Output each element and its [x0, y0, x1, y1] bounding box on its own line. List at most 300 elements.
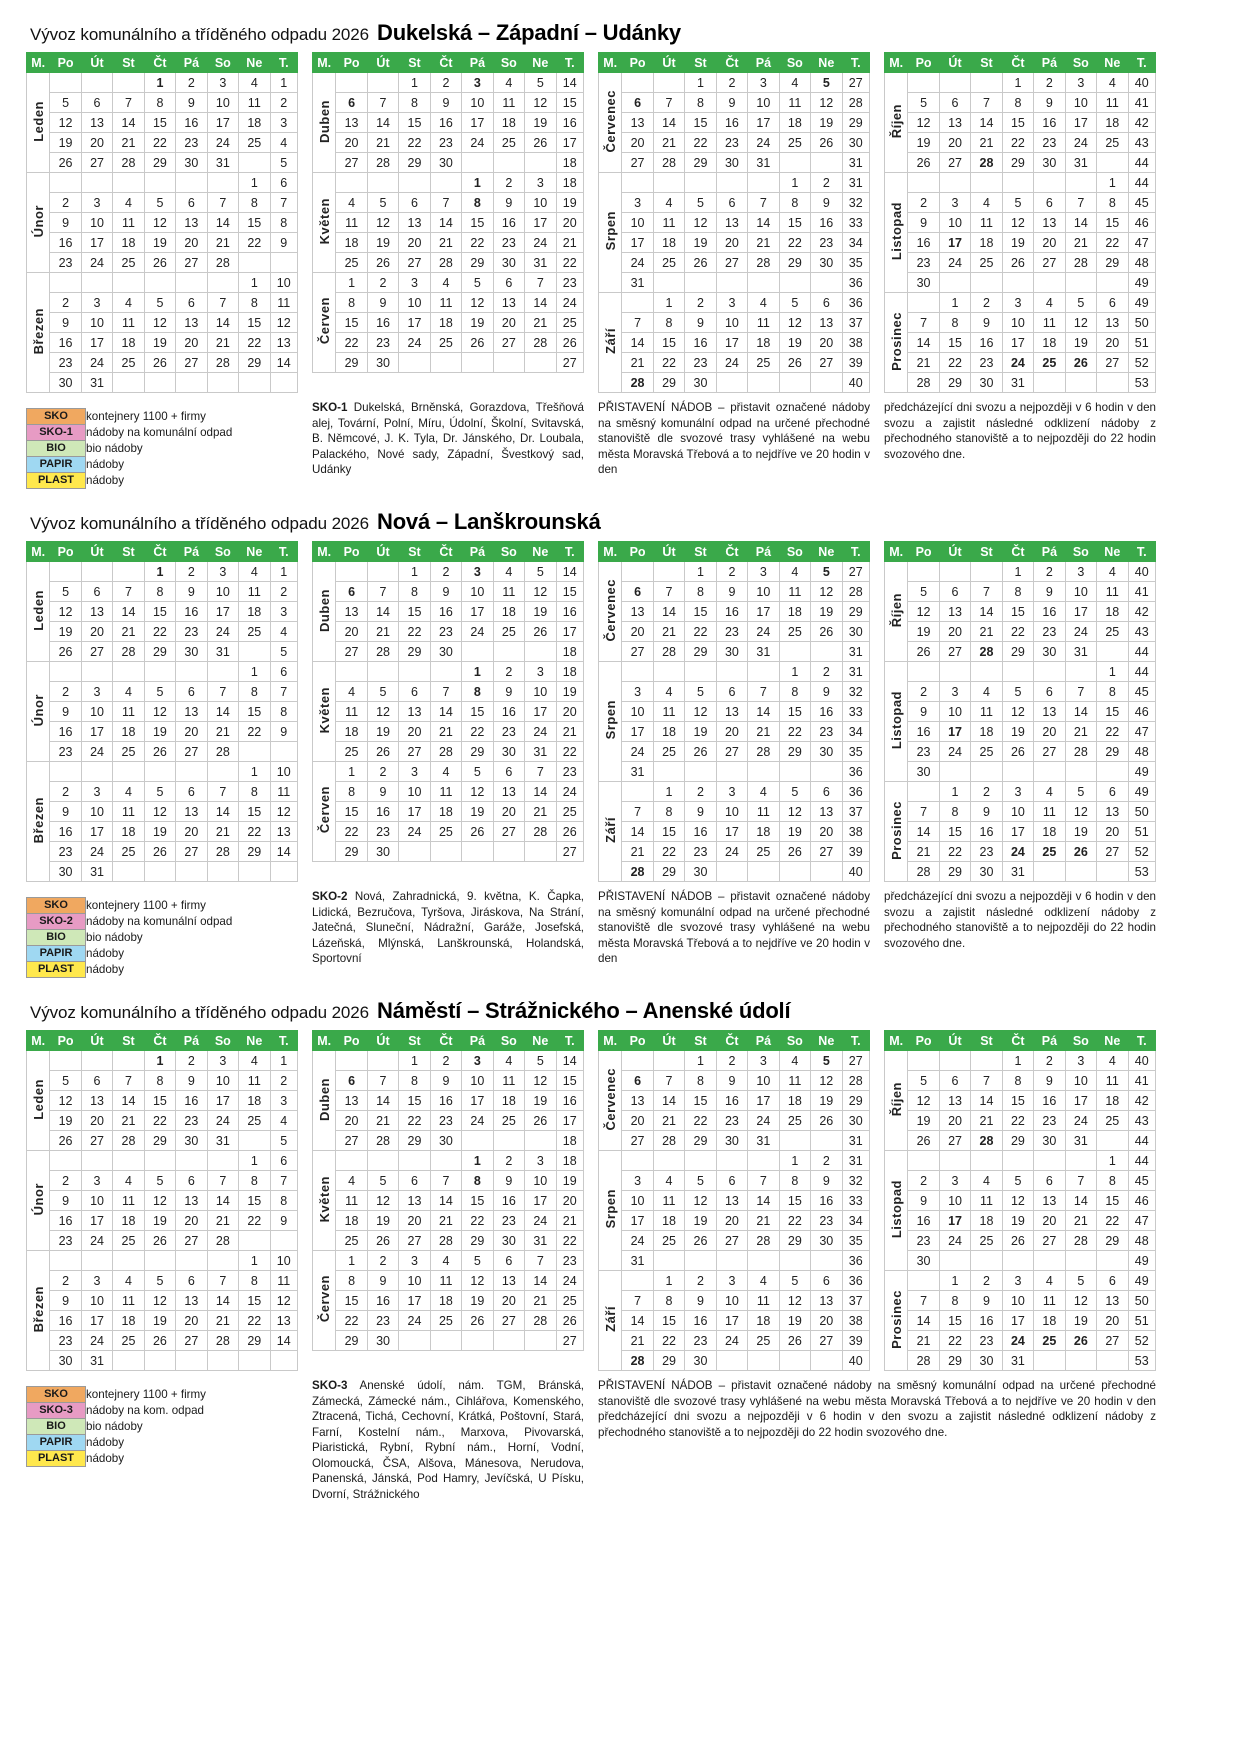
calendar-cell-empty: [430, 1331, 461, 1351]
calendar-row: [599, 73, 870, 93]
calendar-day: 2: [430, 562, 461, 582]
legend-key: SKO: [27, 898, 86, 914]
legend-text: kontejnery 1100 + firmy: [86, 898, 206, 912]
calendar-day: 1: [399, 562, 430, 582]
week-number: 29: [842, 1091, 869, 1111]
calendar-day: 22: [653, 353, 684, 373]
calendar-day: 26: [779, 353, 810, 373]
calendar-row: [885, 1051, 1156, 1071]
calendar-day: 5: [525, 1051, 556, 1071]
calendar-day: 21: [971, 622, 1002, 642]
calendar-row: [313, 1231, 584, 1251]
column-header-day: Pá: [1034, 1031, 1065, 1051]
calendar-day: 21: [1065, 722, 1096, 742]
calendar-day: 20: [336, 622, 367, 642]
calendar-cell-empty: [971, 662, 1002, 682]
calendar-day: 3: [622, 193, 653, 213]
calendar-table: [598, 1030, 870, 1371]
calendar-row: [27, 173, 298, 193]
calendar-cell-empty: [239, 1351, 270, 1371]
calendar-cell-empty: [176, 662, 207, 682]
calendar-day: 31: [81, 1351, 112, 1371]
calendar-cell-empty: [685, 1151, 716, 1171]
calendar-day: 11: [748, 313, 779, 333]
calendar-row: [27, 273, 298, 293]
calendar-day: 4: [653, 682, 684, 702]
calendar-cell-empty: [971, 173, 1002, 193]
calendar-day: 17: [525, 213, 556, 233]
calendar-cell-empty: [50, 173, 81, 193]
calendar-day: 4: [493, 562, 524, 582]
column-header-day: Pá: [176, 1031, 207, 1051]
calendar-cell-empty: [1097, 642, 1128, 662]
calendar-day: 13: [811, 1291, 842, 1311]
week-number: 20: [556, 213, 583, 233]
calendar-row: [885, 293, 1156, 313]
week-number: 18: [556, 1131, 583, 1151]
calendar-day: 20: [939, 622, 970, 642]
calendar-cell-empty: [1034, 1251, 1065, 1271]
column-header-day: St: [399, 542, 430, 562]
week-number: 6: [270, 1151, 297, 1171]
column-header-day: So: [493, 53, 524, 73]
calendar-day: 19: [779, 333, 810, 353]
calendar-day: 5: [1002, 1171, 1033, 1191]
calendar-day: 9: [908, 702, 939, 722]
month-label: Září: [599, 782, 622, 882]
calendar-day: 18: [779, 113, 810, 133]
calendar-day: 2: [908, 1171, 939, 1191]
calendar-day: 17: [1065, 1091, 1096, 1111]
calendar-day: 15: [1002, 602, 1033, 622]
calendar-day: 3: [399, 1251, 430, 1271]
calendar-day: 30: [971, 1351, 1002, 1371]
calendar-day: 22: [939, 353, 970, 373]
calendar-day: 3: [399, 273, 430, 293]
calendar-cell-empty: [908, 293, 939, 313]
calendar-day: 11: [239, 582, 270, 602]
calendar-day: 1: [336, 762, 367, 782]
calendar-day: 28: [653, 153, 684, 173]
month-label: Říjen: [885, 73, 908, 173]
calendar-day: 22: [336, 822, 367, 842]
week-number: 21: [556, 722, 583, 742]
calendar-day: 4: [239, 73, 270, 93]
calendar-day: 20: [716, 722, 747, 742]
calendar-day: 2: [811, 1151, 842, 1171]
column-header-day: So: [1065, 53, 1096, 73]
calendar-row: [885, 113, 1156, 133]
calendar-day: 27: [81, 1131, 112, 1151]
calendar-day: 20: [716, 233, 747, 253]
calendar-row: [27, 333, 298, 353]
calendar-day: 12: [779, 313, 810, 333]
calendar-day: 17: [399, 802, 430, 822]
calendar-day: 19: [144, 1211, 175, 1231]
calendar-row: [313, 1071, 584, 1091]
week-number: 33: [842, 702, 869, 722]
calendar-day: 30: [176, 642, 207, 662]
calendar-day: 10: [81, 313, 112, 333]
week-number: 5: [270, 153, 297, 173]
calendar-day: 12: [144, 702, 175, 722]
week-number: 31: [842, 153, 869, 173]
calendar-day: 10: [207, 93, 238, 113]
calendar-day: 19: [50, 1111, 81, 1131]
calendar-row: [313, 622, 584, 642]
calendar-day: 23: [50, 842, 81, 862]
calendar-day: 21: [908, 1331, 939, 1351]
calendar-day: 18: [113, 233, 144, 253]
calendar-day: 25: [971, 1231, 1002, 1251]
calendar-day: 25: [779, 1111, 810, 1131]
calendar-day: 6: [622, 93, 653, 113]
calendar-day: 31: [1002, 862, 1033, 882]
calendar-day: 21: [367, 622, 398, 642]
calendar-day: 9: [493, 1171, 524, 1191]
calendar-day: 8: [779, 193, 810, 213]
calendar-day: 5: [50, 1071, 81, 1091]
calendar-day: 11: [971, 1191, 1002, 1211]
calendar-day: 27: [336, 1131, 367, 1151]
calendar-day: 20: [176, 233, 207, 253]
column-header-day: Út: [653, 1031, 684, 1051]
calendar-row: [599, 1071, 870, 1091]
calendar-day: 31: [1002, 1351, 1033, 1371]
calendar-day: 4: [653, 193, 684, 213]
column-header-month: M.: [599, 53, 622, 73]
calendar-day: 14: [622, 822, 653, 842]
week-number: 5: [270, 1131, 297, 1151]
calendar-row: [27, 762, 298, 782]
calendar-cell-empty: [622, 1151, 653, 1171]
month-label: Červen: [313, 762, 336, 862]
legend-text: nádoby na kom. odpad: [86, 1403, 204, 1417]
calendar-day: 25: [971, 742, 1002, 762]
calendar-row: [313, 133, 584, 153]
calendar-day: 8: [239, 193, 270, 213]
calendar-cell-empty: [144, 762, 175, 782]
calendar-day: 29: [144, 153, 175, 173]
calendar-day: 19: [779, 1311, 810, 1331]
calendar-cell-empty: [716, 662, 747, 682]
calendar-day: 13: [1097, 802, 1128, 822]
legend-key: SKO-3: [27, 1403, 86, 1419]
calendar-day: 22: [336, 333, 367, 353]
calendar-day: 5: [367, 1171, 398, 1191]
calendar-cell-empty: [908, 1151, 939, 1171]
column-header-day: Ne: [525, 542, 556, 562]
week-number: 51: [1128, 822, 1155, 842]
week-number: 27: [556, 353, 583, 373]
calendar-day: 8: [653, 802, 684, 822]
calendar-row: [313, 1191, 584, 1211]
calendar-day: 14: [113, 113, 144, 133]
calendar-row: [599, 722, 870, 742]
calendar-cell-empty: [1065, 1351, 1096, 1371]
calendar-day: 14: [908, 333, 939, 353]
calendar-row: [27, 742, 298, 762]
calendar-day: 17: [81, 233, 112, 253]
week-number: 23: [556, 1251, 583, 1271]
week-number: 28: [842, 93, 869, 113]
calendar-day: 10: [81, 802, 112, 822]
calendar-day: 23: [367, 333, 398, 353]
calendar-day: 9: [430, 1071, 461, 1091]
calendar-day: 27: [176, 742, 207, 762]
calendar-day: 7: [207, 1171, 238, 1191]
column-header-day: So: [1065, 1031, 1096, 1051]
calendar-day: 27: [716, 253, 747, 273]
calendar-day: 4: [336, 193, 367, 213]
calendar-day: 26: [144, 742, 175, 762]
calendar-day: 4: [1034, 293, 1065, 313]
week-number: 13: [270, 333, 297, 353]
calendar-cell-empty: [779, 373, 810, 393]
week-number: 19: [556, 682, 583, 702]
calendar-day: 25: [430, 822, 461, 842]
calendar-day: 16: [971, 822, 1002, 842]
week-number: 14: [270, 353, 297, 373]
calendar-day: 29: [779, 742, 810, 762]
calendar-day: 15: [939, 1311, 970, 1331]
week-number: 33: [842, 1191, 869, 1211]
calendar-cell-empty: [399, 353, 430, 373]
column-header-week: T.: [270, 542, 297, 562]
calendar-day: 27: [399, 742, 430, 762]
calendar-day: 3: [399, 762, 430, 782]
calendar-day: 20: [1097, 1311, 1128, 1331]
calendar-day: 31: [622, 762, 653, 782]
calendar-day: 2: [716, 562, 747, 582]
week-number: 34: [842, 233, 869, 253]
calendar-day: 29: [1097, 742, 1128, 762]
calendar-cell-empty: [50, 73, 81, 93]
week-number: 49: [1128, 273, 1155, 293]
calendar-cell-empty: [399, 662, 430, 682]
calendar-day: 15: [1002, 113, 1033, 133]
calendar-day: 10: [462, 582, 493, 602]
calendar-day: 11: [430, 782, 461, 802]
quarter-4: [884, 541, 1156, 882]
calendar-row: [599, 582, 870, 602]
calendar-cell-empty: [971, 273, 1002, 293]
calendar-day: 31: [207, 153, 238, 173]
calendar-day: 21: [622, 1331, 653, 1351]
calendar-day: 10: [399, 1271, 430, 1291]
calendar-day: 18: [239, 602, 270, 622]
calendar-day: 3: [622, 682, 653, 702]
calendar-day: 1: [239, 662, 270, 682]
calendar-cell-empty: [430, 842, 461, 862]
calendar-day: 5: [50, 582, 81, 602]
calendar-day: 8: [336, 1271, 367, 1291]
column-header-day: Po: [50, 53, 81, 73]
calendar-day: 18: [1034, 1311, 1065, 1331]
calendar-row: [27, 1131, 298, 1151]
calendar-cell-empty: [50, 1151, 81, 1171]
calendar-row: [599, 333, 870, 353]
week-number: 53: [1128, 1351, 1155, 1371]
calendar-day: 19: [811, 113, 842, 133]
column-header-day: Ne: [525, 53, 556, 73]
column-header-day: Pá: [176, 542, 207, 562]
calendar-day: 5: [367, 193, 398, 213]
calendar-day: 7: [207, 193, 238, 213]
month-label: Srpen: [599, 173, 622, 293]
calendar-cell-empty: [939, 173, 970, 193]
calendar-day: 15: [779, 702, 810, 722]
calendar-row: [599, 1211, 870, 1231]
calendar-row: [599, 642, 870, 662]
column-header-day: St: [399, 53, 430, 73]
legend-keys: [26, 889, 298, 978]
calendar-day: 23: [685, 1331, 716, 1351]
calendar-day: 2: [908, 682, 939, 702]
calendar-day: 17: [622, 722, 653, 742]
calendar-day: 7: [113, 582, 144, 602]
calendar-cell-empty: [716, 273, 747, 293]
calendar-cell-empty: [748, 762, 779, 782]
calendar-day: 5: [1065, 782, 1096, 802]
calendar-day: 9: [176, 1071, 207, 1091]
calendar-day: 28: [525, 822, 556, 842]
calendar-day: 9: [971, 802, 1002, 822]
calendar-cell-empty: [81, 73, 112, 93]
calendar-cell-empty: [336, 662, 367, 682]
calendar-day: 6: [939, 1071, 970, 1091]
calendar-day: 16: [367, 313, 398, 333]
week-number: 49: [1128, 782, 1155, 802]
calendar-cell-empty: [239, 642, 270, 662]
calendar-day: 16: [811, 213, 842, 233]
calendar-day: 14: [207, 1291, 238, 1311]
calendar-day: 9: [716, 1071, 747, 1091]
calendar-day: 10: [748, 1071, 779, 1091]
week-number: 26: [556, 1311, 583, 1331]
calendar-day: 9: [811, 1171, 842, 1191]
calendar-day: 17: [462, 1091, 493, 1111]
calendar-day: 13: [336, 1091, 367, 1111]
week-number: 16: [556, 113, 583, 133]
calendar-day: 29: [144, 642, 175, 662]
calendar-day: 9: [971, 1291, 1002, 1311]
column-header-day: Po: [336, 542, 367, 562]
calendar-day: 6: [336, 582, 367, 602]
calendar-cell-empty: [239, 742, 270, 762]
calendar-day: 7: [748, 1171, 779, 1191]
calendar-day: 27: [811, 842, 842, 862]
calendar-day: 15: [779, 1191, 810, 1211]
calendar-day: 24: [207, 1111, 238, 1131]
month-label: Červenec: [599, 1051, 622, 1151]
calendar-day: 7: [207, 682, 238, 702]
calendar-day: 4: [430, 273, 461, 293]
calendar-day: 13: [811, 802, 842, 822]
week-number: 40: [1128, 73, 1155, 93]
calendar-cell-empty: [811, 762, 842, 782]
calendar-day: 18: [113, 722, 144, 742]
calendar-day: 4: [1034, 782, 1065, 802]
week-number: 37: [842, 1291, 869, 1311]
note-left: [598, 889, 870, 967]
calendar-cell-empty: [113, 1051, 144, 1071]
calendar-day: 30: [367, 353, 398, 373]
month-label: Listopad: [885, 173, 908, 293]
calendar-day: 8: [239, 293, 270, 313]
calendar-day: 19: [144, 822, 175, 842]
calendar-day: 16: [367, 1291, 398, 1311]
calendar-day: 24: [622, 1231, 653, 1251]
calendar-day: 6: [716, 193, 747, 213]
calendar-row: [885, 73, 1156, 93]
column-header-day: So: [493, 1031, 524, 1051]
calendar-cell-empty: [748, 662, 779, 682]
calendar-day: 27: [399, 253, 430, 273]
column-header-day: Út: [939, 1031, 970, 1051]
month-label: Leden: [27, 562, 50, 662]
calendar-row: [599, 273, 870, 293]
column-header-day: Út: [367, 542, 398, 562]
calendar-row: [313, 782, 584, 802]
legend-text: kontejnery 1100 + firmy: [86, 1387, 206, 1401]
calendar-cell-empty: [113, 373, 144, 393]
calendar-day: 30: [971, 373, 1002, 393]
week-number: 7: [270, 193, 297, 213]
calendar-cell-empty: [622, 1271, 653, 1291]
calendar-cell-empty: [1097, 153, 1128, 173]
calendar-day: 16: [493, 702, 524, 722]
calendar-day: 8: [939, 313, 970, 333]
week-number: 45: [1128, 193, 1155, 213]
calendar-day: 13: [1097, 313, 1128, 333]
calendar-day: 26: [908, 642, 939, 662]
column-header-day: Út: [81, 542, 112, 562]
calendar-day: 24: [207, 622, 238, 642]
week-number: 23: [556, 762, 583, 782]
calendar-row: [885, 333, 1156, 353]
calendar-day: 20: [176, 822, 207, 842]
note-left-text: PŘISTAVENÍ NÁDOB – přistavit označené nádoby na směsný komunální odpad na určené přechodné stanoviště dle svozové trasy vyhlášené na webu města Moravská Třebová a to nejdříve ve 20 hodin v den: [598, 401, 870, 477]
calendar-row: [27, 253, 298, 273]
calendar-day: 15: [685, 1091, 716, 1111]
calendar-day: 26: [908, 1131, 939, 1151]
calendar-day: 11: [493, 1071, 524, 1091]
calendar-day: 27: [939, 153, 970, 173]
calendar-day: 3: [1002, 782, 1033, 802]
week-number: 49: [1128, 1271, 1155, 1291]
calendar-day: 3: [81, 1171, 112, 1191]
column-header-day: Po: [908, 53, 939, 73]
calendar-day: 30: [1034, 642, 1065, 662]
week-number: 48: [1128, 742, 1155, 762]
calendar-day: 7: [113, 1071, 144, 1091]
calendar-day: 11: [971, 702, 1002, 722]
calendar-row: [599, 842, 870, 862]
calendar-table: [26, 1030, 298, 1371]
sko-street-text: Nová, Zahradnická, 9. května, K. Čapka, Lidická, Bezručova, Tyršova, Jiráskova, Na Strání, Jatečná, Sluneční, Nádražní, Garáže, Josefská, Lázeňská, Mlýnská, Lanškrounská, Holandská, Sportovní: [312, 890, 584, 966]
legend-item: [27, 962, 233, 978]
calendar-row: [599, 622, 870, 642]
calendar-day: 17: [939, 1211, 970, 1231]
calendar-cell-empty: [622, 73, 653, 93]
calendar-day: 17: [1065, 113, 1096, 133]
calendar-cell-empty: [716, 1251, 747, 1271]
week-number: 17: [556, 133, 583, 153]
calendar-day: 21: [113, 133, 144, 153]
column-header-day: St: [113, 542, 144, 562]
calendar-day: 25: [113, 1331, 144, 1351]
